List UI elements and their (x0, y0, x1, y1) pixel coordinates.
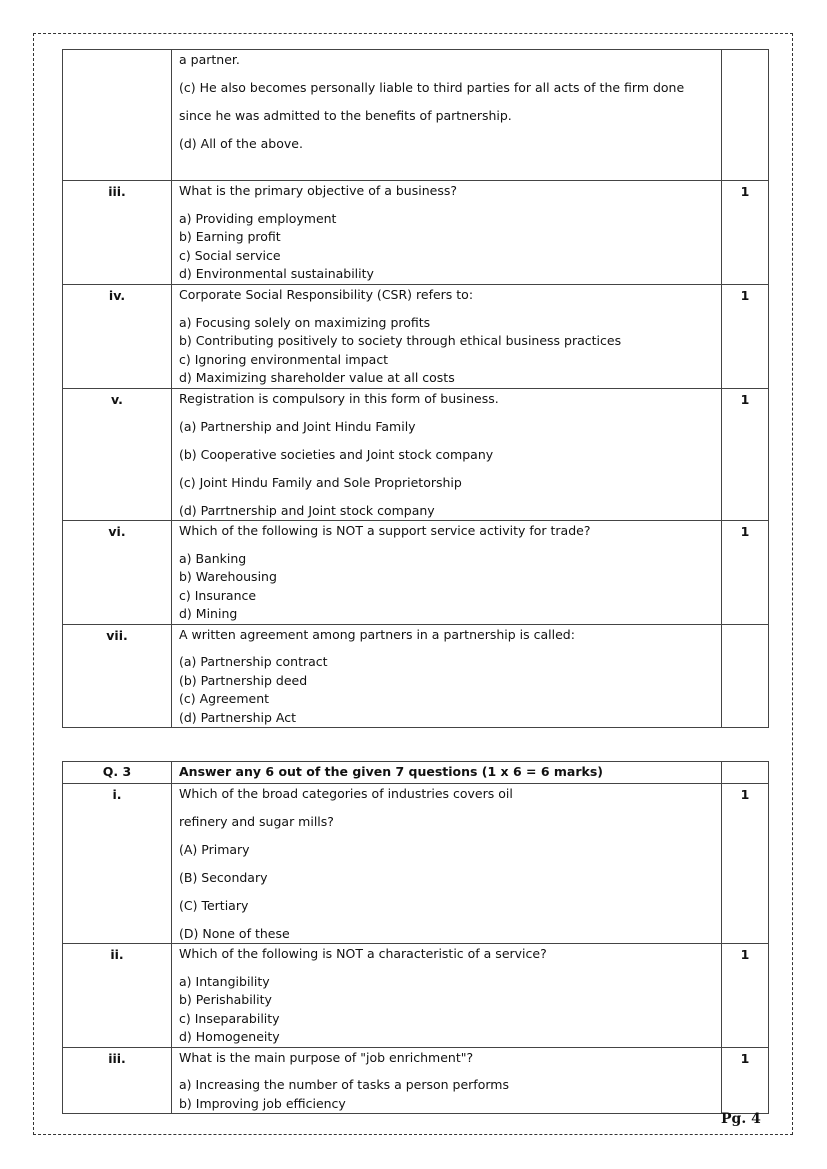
section-header-row (63, 762, 769, 784)
option: (B) Secondary (179, 869, 268, 885)
option: c) Ignoring environmental impact (179, 351, 389, 367)
marks-cell: 1 (722, 388, 769, 521)
option: refinery and sugar mills? (179, 813, 334, 829)
page-number: Pg. 4 (721, 1111, 761, 1127)
question-number: ii. (63, 944, 172, 1048)
table-row (63, 783, 769, 944)
option: (d) Parrtnership and Joint stock company (179, 502, 435, 518)
option: (C) Tertiary (179, 897, 249, 913)
question-number: iii. (63, 181, 172, 285)
question-number: i. (63, 783, 172, 944)
question-text: A written agreement among partners in a partnership is called: (179, 626, 575, 642)
option: since he was admitted to the benefits of partnership. (179, 108, 512, 123)
option: (b) Cooperative societies and Joint stock company (179, 446, 494, 462)
question-body (172, 1047, 722, 1114)
option: d) Mining (179, 606, 238, 621)
option: (c) Joint Hindu Family and Sole Proprietorship (179, 474, 462, 490)
question-body (172, 388, 722, 521)
question-text: Registration is compulsory in this form of business. (179, 390, 499, 406)
option: (c) He also becomes personally liable to third parties for all acts of the firm done (179, 80, 685, 95)
question-body (172, 50, 722, 181)
marks-cell: 1 (722, 521, 769, 625)
marks-cell (722, 762, 769, 784)
question-table-q3 (62, 761, 769, 1114)
section-instruction: Answer any 6 out of the given 7 questions (1 x 6 = 6 marks) (172, 762, 722, 784)
question-number: iii. (63, 1047, 172, 1114)
marks-cell: 1 (722, 285, 769, 389)
question-text: What is the main purpose of "job enrichment"? (179, 1049, 474, 1065)
question-table-q2 (62, 49, 769, 728)
option: a) Increasing the number of tasks a person performs (179, 1077, 509, 1092)
question-text: Which of the following is NOT a support service activity for trade? (179, 523, 591, 538)
option: d) Environmental sustainability (179, 266, 374, 281)
option: (b) Partnership deed (179, 672, 308, 688)
table-row (63, 521, 769, 625)
option: (A) Primary (179, 841, 250, 857)
option: a) Banking (179, 550, 247, 566)
question-body (172, 944, 722, 1048)
marks-cell (722, 50, 769, 181)
question-body (172, 285, 722, 389)
table-row (63, 624, 769, 728)
table-row (63, 1047, 769, 1114)
table-row (63, 388, 769, 521)
table-row (63, 50, 769, 181)
option: (d) All of the above. (179, 136, 303, 151)
option: b) Perishability (179, 992, 272, 1007)
option: (a) Partnership and Joint Hindu Family (179, 418, 416, 434)
option: a) Intangibility (179, 973, 270, 989)
option: c) Insurance (179, 587, 257, 603)
question-body (172, 783, 722, 944)
option: b) Earning profit (179, 229, 281, 244)
option: a) Focusing solely on maximizing profits (179, 314, 431, 330)
table-row (63, 181, 769, 285)
question-number: vi. (63, 521, 172, 625)
question-number: iv. (63, 285, 172, 389)
question-body (172, 181, 722, 285)
table-row (63, 285, 769, 389)
question-body (172, 624, 722, 728)
option: c) Inseparability (179, 1010, 280, 1026)
option: d) Maximizing shareholder value at all costs (179, 370, 455, 385)
option: (a) Partnership contract (179, 654, 328, 669)
question-number: v. (63, 388, 172, 521)
question-text: a partner. (179, 52, 240, 67)
question-number (63, 50, 172, 181)
question-text: What is the primary objective of a business? (179, 183, 457, 198)
marks-cell: 1 (722, 181, 769, 285)
section-number: Q. 3 (63, 762, 172, 784)
option: c) Social service (179, 247, 281, 263)
marks-cell: 1 (722, 944, 769, 1048)
option: b) Improving job efficiency (179, 1095, 346, 1111)
marks-cell: 1 (722, 1047, 769, 1114)
option: a) Providing employment (179, 210, 337, 226)
table-row (63, 944, 769, 1048)
option: b) Warehousing (179, 569, 277, 584)
question-text: Corporate Social Responsibility (CSR) refers to: (179, 287, 474, 302)
question-text: Which of the broad categories of industries covers oil (179, 785, 513, 801)
option: d) Homogeneity (179, 1029, 280, 1044)
question-text: Which of the following is NOT a characteristic of a service? (179, 946, 547, 961)
marks-cell: 1 (722, 783, 769, 944)
question-number: vii. (63, 624, 172, 728)
option: (D) None of these (179, 925, 290, 941)
question-body (172, 521, 722, 625)
marks-cell (722, 624, 769, 728)
option: (c) Agreement (179, 691, 270, 706)
option: (d) Partnership Act (179, 709, 297, 725)
option: b) Contributing positively to society through ethical business practices (179, 333, 622, 348)
